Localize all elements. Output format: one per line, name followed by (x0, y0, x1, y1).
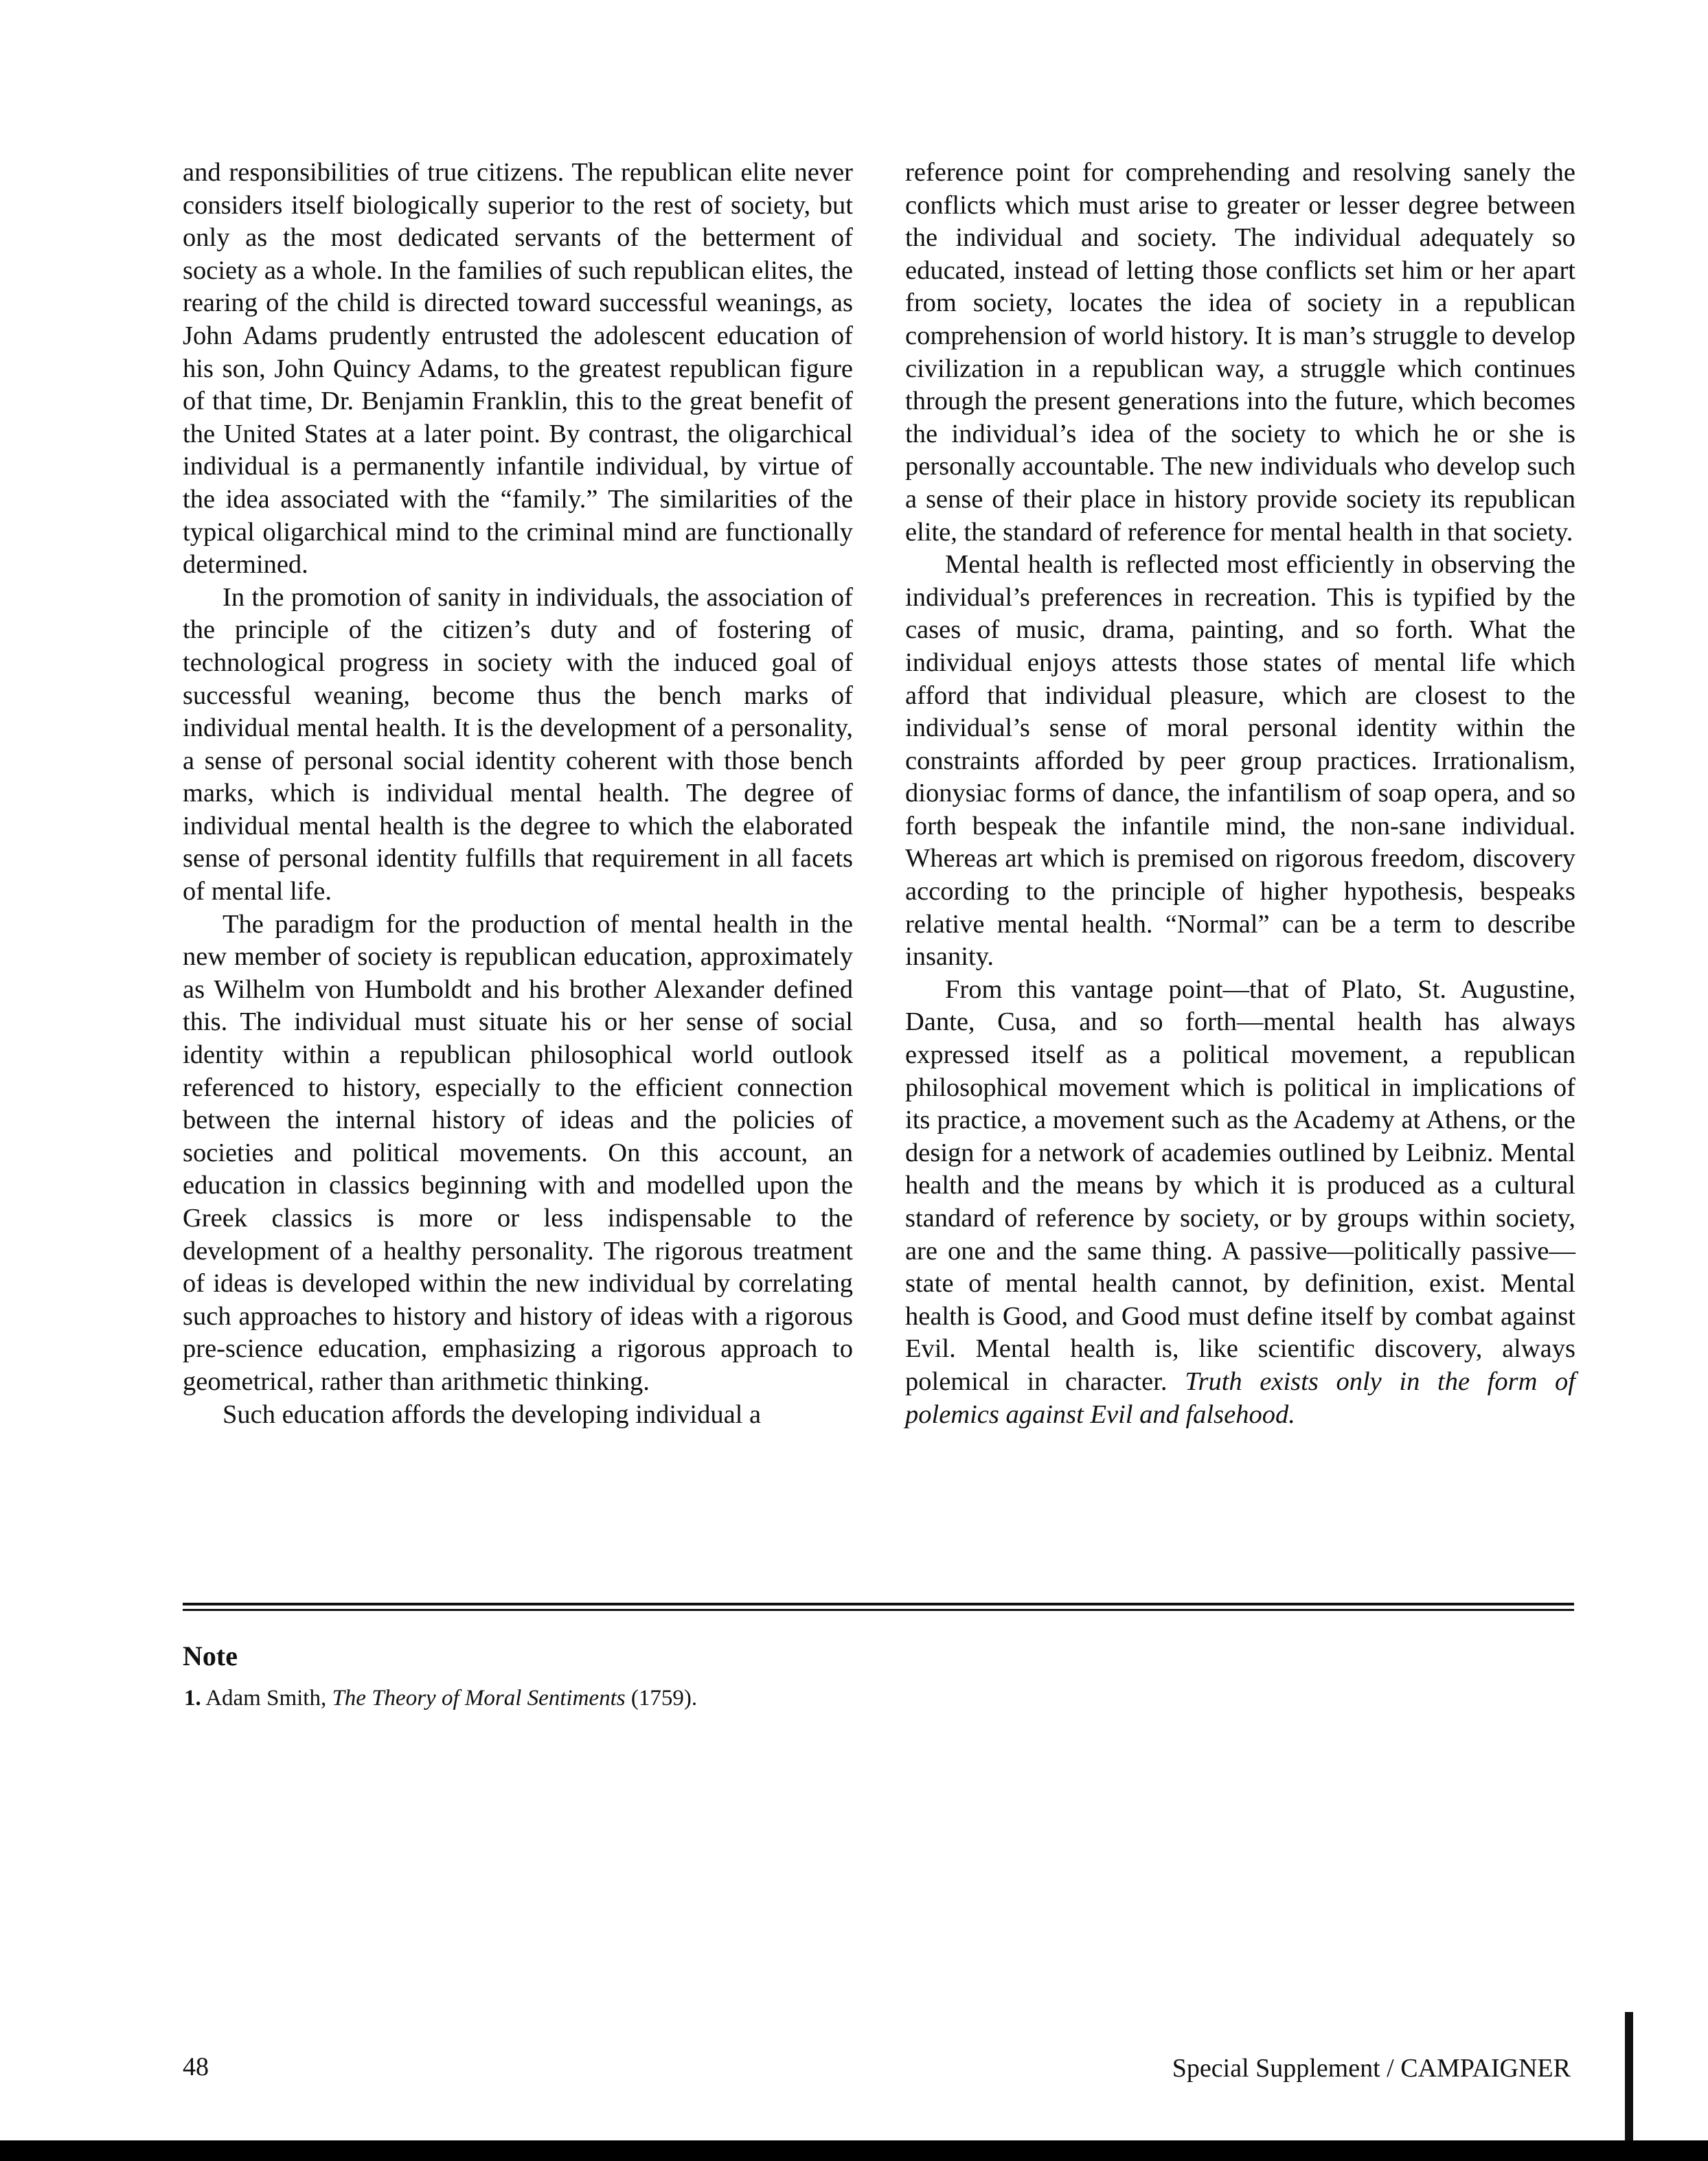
footnote-author: Adam Smith, (205, 1686, 327, 1711)
section-divider (183, 1609, 1574, 1611)
footnote (184, 1686, 697, 1711)
footnote-number: 1. (184, 1686, 201, 1711)
right-text-column (905, 157, 1575, 1431)
paragraph: and responsibilities of true citizens. The republican elite never considers itself biologically superior to the rest of society, but only as the most dedicated servants of the betterment of society as a whole. In the families of such republican elites, the rearing of the child is directed toward successful weanings, as John Adams prudently entrusted the adolescent education of his son, John Quincy Adams, to the greatest republican figure of that time, Dr. Benjamin Franklin, this to the great benefit of the United States at a later point. By contrast, the oligarchical individual is a permanently infantile individual, by virtue of the idea associated with the “family.” The similarities of the typical oligarchical mind to the criminal mind are functionally determined. (183, 158, 853, 580)
scan-edge-mark (1625, 2012, 1633, 2142)
paragraph: The paradigm for the production of mental health in the new member of society is republican education, approximately as Wilhelm von Humboldt and his brother Alexander defined this. The individual must situate his or her sense of social identity within a republican philosophical world outlook referenced to history, especially to the efficient connection between the internal history of ideas and the policies of societies and political movements. On this account, an education in classics beginning with and modelled upon the Greek classics is more or less indispensable to the development of a healthy personality. The rigorous treatment of ideas is developed within the new individual by correlating such approaches to history and history of ideas with a rigorous pre-science education, emphasizing a rigorous approach to geometrical, rather than arithmetic thinking. (183, 909, 853, 1396)
footnote-title: The Theory of Moral Sentiments (332, 1686, 626, 1711)
paragraph: In the promotion of sanity in individuals, the association of the principle of the citizen’s duty and of fostering of technological progress in society with the induced goal of successful weaning, become thus the bench marks of individual mental health. It is the development of a personality, a sense of personal social identity coherent with those bench marks, which is individual mental health. The degree of individual mental health is the degree to which the elaborated sense of personal identity fulfills that requirement in all facets of mental life. (183, 582, 853, 906)
paragraph: Mental health is reflected most efficiently in observing the individual’s preferences in recreation. This is typified by the cases of music, drama, painting, and so forth. What the individual enjoys attests those states of mental life which afford that individual pleasure, which are closest to the individual’s sense of moral personal identity within the constraints afforded by peer group practices. Irrationalism, dionysiac forms of dance, the infantilism of soap opera, and so forth bespeak the infantile mind, the non-sane individual. Whereas art which is premised on rigorous freedom, discovery according to the principle of higher hypothesis, bespeaks relative mental health. “Normal” can be a term to describe insanity. (905, 550, 1575, 972)
scan-bottom-border (0, 2140, 1708, 2161)
paragraph (905, 974, 1575, 1431)
section-divider (183, 1603, 1574, 1605)
running-footer: Special Supplement / CAMPAIGNER (1172, 2054, 1571, 2083)
notes-heading: Note (183, 1640, 238, 1671)
paragraph-text: From this vantage point—that of Plato, St. Augustine, Dante, Cusa, and so forth—mental health has always expressed itself as a political movement, a republican philosophical movement which is political in implications of its practice, a movement such as the Academy at Athens, or the design for a network of academies outlined by Leibniz. Mental health and the means by which it is produced as a cultural standard of reference by society, or by groups within society, are one and the same thing. A passive—politically passive—state of mental health cannot, by definition, exist. Mental health is Good, and Good must define itself by combat against Evil. Mental health is, like scientific discovery, always polemical in character. (905, 974, 1575, 1396)
footnote-year: (1759). (630, 1686, 698, 1711)
left-text-column (183, 157, 853, 1431)
page-number: 48 (183, 2053, 209, 2081)
italic-emphasis: Truth exists only in the form of polemics against Evil and falsehood. (905, 1367, 1575, 1429)
paragraph: Such education affords the developing individual a (223, 1399, 762, 1429)
paragraph: reference point for comprehending and resolving sanely the conflicts which must arise to greater or lesser degree between the individual and society. The individual adequately so educated, instead of letting those conflicts set him or her apart from society, locates the idea of society in a republican comprehension of world history. It is man’s struggle to develop civilization in a republican way, a struggle which continues through the present generations into the future, which becomes the individual’s idea of the society to which he or she is personally accountable. The new individuals who develop such a sense of their place in history provide society its republican elite, the standard of reference for mental health in that society. (905, 158, 1575, 547)
